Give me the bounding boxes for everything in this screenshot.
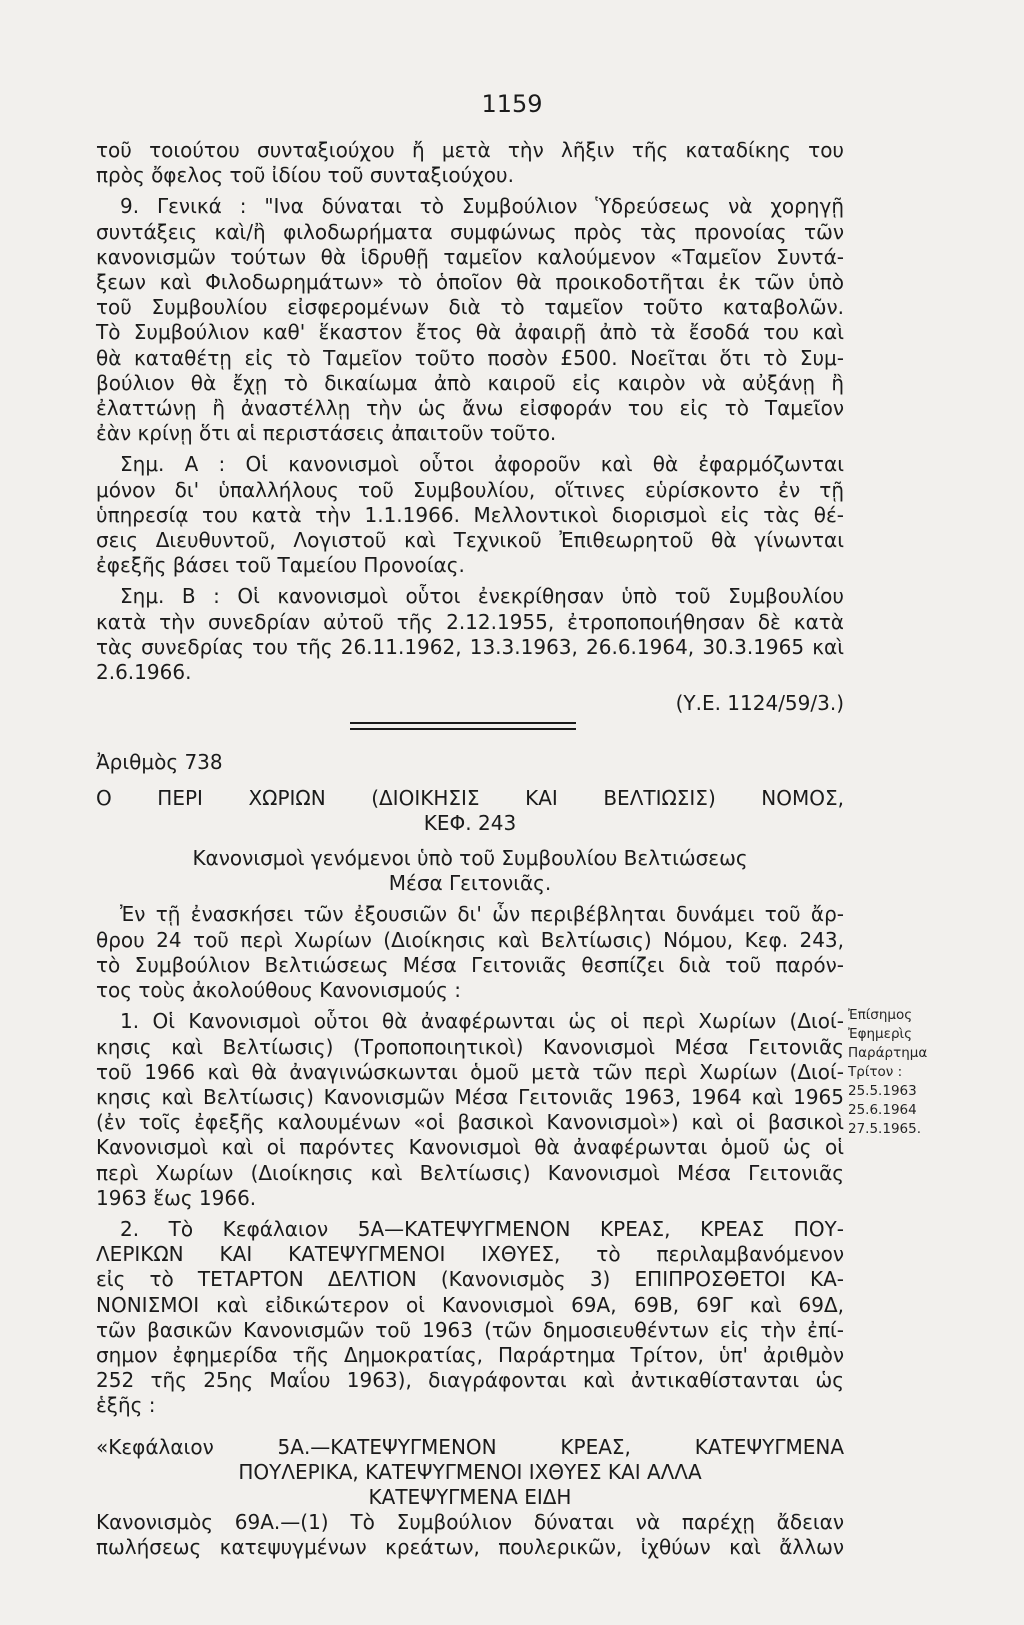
paragraph-preamble xyxy=(96,902,844,1003)
rule-line xyxy=(350,722,576,724)
note-b xyxy=(96,584,844,685)
text-line: πωλήσεως κατεψυγμένων κρεάτων, πουλερικῶν, ἰχθύων καὶ ἄλλων xyxy=(96,1535,844,1560)
text-line: ΚΑΤΕΨΥΓΜΕΝΑ ΕΙΔΗ xyxy=(368,1484,572,1509)
text-line: Κανονισμοὶ καὶ οἱ παρόντες Κανονισμοὶ θὰ ἀναφέρωνται ὁμοῦ ὡς οἱ xyxy=(96,1135,844,1160)
text-line: συντάξεις καὶ/ἢ φιλοδωρήματα συμφώνως πρὸς τὰς προνοίας τῶν xyxy=(96,219,844,244)
regulation-69a xyxy=(96,1510,844,1560)
text-line: θρου 24 τοῦ περὶ Χωρίων (Διοίκησις καὶ Βελτίωσις) Νόμου, Κεφ. 243, xyxy=(96,927,844,952)
text-line: ΠΟΥΛΕΡΙΚΑ, ΚΑΤΕΨΥΓΜΕΝΟΙ ΙΧΘΥΕΣ ΚΑΙ ΑΛΛΑ xyxy=(238,1459,702,1484)
text-line: 252 τῆς 25ης Μαΐου 1963), διαγράφονται καὶ ἀντικαθίστανται ὡς xyxy=(96,1368,844,1393)
text-line: τος τοὺς ἀκολούθους Κανονισμούς : xyxy=(96,978,461,1003)
margin-note: Ἐφημερὶς xyxy=(848,1026,913,1042)
text-line: ὑπηρεσίᾳ του κατὰ τὴν 1.1.1966. Μελλοντικοὶ διορισμοὶ εἰς τὰς θέ- xyxy=(96,502,844,527)
paragraph-1 xyxy=(96,1009,844,1211)
chapter-label: ΚΕΦ. 243 xyxy=(423,810,517,835)
text-line: κησις καὶ Βελτίωσις) (Τροποποιητικοὶ) Κανονισμοὶ Μέσα Γειτονιᾶς xyxy=(96,1034,844,1059)
text-line: περὶ Χωρίων (Διοίκησις καὶ Βελτίωσις) Κανονισμοὶ Μέσα Γειτονιᾶς xyxy=(96,1160,844,1185)
document-body xyxy=(96,138,844,1561)
margin-note: 25.5.1963 xyxy=(848,1083,917,1099)
separator-rule xyxy=(96,716,844,750)
text-line: Τὸ Συμβούλιον καθ' ἕκαστον ἔτος θὰ ἀφαιρῇ ἀπὸ τὰ ἔσοδά του καὶ xyxy=(96,320,844,345)
text-line: ἐλαττώνῃ ἢ ἀναστέλλῃ τὴν ὡς ἄνω εἰσφοράν του εἰς τὸ Ταμεῖον xyxy=(96,396,844,421)
text-line: 9. Γενικά : "Ινα δύναται τὸ Συμβούλιον Ὑδρεύσεως νὰ χορηγῇ xyxy=(120,194,844,219)
text-line: 2. Τὸ Κεφάλαιον 5Α—ΚΑΤΕΨΥΓΜΕΝΟΝ ΚΡΕΑΣ, ΚΡΕΑΣ ΠΟΥ- xyxy=(120,1216,844,1241)
reference-number: (Υ.Ε. 1124/59/3.) xyxy=(675,691,844,716)
text-line: 2.6.1966. xyxy=(96,660,192,685)
text-line: ἐὰν κρίνῃ ὅτι αἱ περιστάσεις ἀπαιτοῦν τοῦτο. xyxy=(96,421,557,446)
margin-notes xyxy=(848,1006,978,1139)
margin-note: Παράρτημα xyxy=(848,1045,928,1061)
text-line: Σημ. Α : Οἱ κανονισμοὶ οὗτοι ἀφοροῦν καὶ θὰ ἐφαρμόζωνται xyxy=(120,452,844,477)
page-number: 1159 xyxy=(481,90,543,118)
text-line: σεις Διευθυντοῦ, Λογιστοῦ καὶ Τεχνικοῦ Ἐπιθεωρητοῦ θὰ γίνωνται xyxy=(96,528,844,553)
text-line: σημον ἐφημερίδα τῆς Δημοκρατίας, Παράρτημα Τρίτον, ὑπ' ἀριθμὸν xyxy=(96,1342,844,1367)
text-line: 1963 ἕως 1966. xyxy=(96,1185,257,1210)
text-line: τὸ Συμβούλιον Βελτιώσεως Μέσα Γειτονιᾶς θεσπίζει διὰ τοῦ παρόν- xyxy=(96,952,844,977)
rule-line xyxy=(350,728,576,730)
text-line: ΝΟΝΙΣΜΟΙ καὶ εἰδικώτερον οἱ Κανονισμοὶ 69Α, 69Β, 69Γ καὶ 69Δ, xyxy=(96,1292,844,1317)
margin-note: Ἐπίσημος xyxy=(848,1007,913,1023)
note-a xyxy=(96,452,844,578)
text-line: τοῦ τοιούτου συνταξιούχου ἤ μετὰ τὴν λῆξιν τῆς καταδίκης του xyxy=(96,138,844,162)
text-line: εἰς τὸ ΤΕΤΑΡΤΟΝ ΔΕΛΤΙΟΝ (Κανονισμὸς 3) ΕΠΙΠΡΟΣΘΕΤΟΙ ΚΑ- xyxy=(96,1267,844,1292)
text-line: ξεων καὶ Φιλοδωρημάτων» τὸ ὁποῖον θὰ προικοδοτῆται ἐκ τῶν ὑπὸ xyxy=(96,270,844,295)
margin-note: 27.5.1965. xyxy=(848,1121,921,1137)
text-line: τῶν βασικῶν Κανονισμῶν τοῦ 1963 (τῶν δημοσιευθέντων εἰς τὴν ἐπί- xyxy=(96,1317,844,1342)
text-line: Κανονισμὸς 69Α.—(1) Τὸ Συμβούλιον δύναται νὰ παρέχῃ ἄδειαν xyxy=(96,1510,844,1535)
text-line: ἑξῆς : xyxy=(96,1393,156,1418)
subtitle-line: Κανονισμοὶ γενόμενοι ὑπὸ τοῦ Συμβουλίου Βελτιώσεως xyxy=(192,846,748,871)
text-line: τοῦ 1966 καὶ θὰ ἀναγινώσκωνται ὁμοῦ μετὰ τῶν περὶ Χωρίων (Διοί- xyxy=(96,1059,844,1084)
text-line: κατὰ τὴν συνεδρίαν αὐτοῦ τῆς 2.12.1955, ἐτροποποιήθησαν δὲ κατὰ xyxy=(96,609,844,634)
text-line: Ἐν τῇ ἐνασκήσει τῶν ἐξουσιῶν δι' ὧν περιβέβληται δυνάμει τοῦ ἄρ- xyxy=(120,902,844,927)
text-line: τοῦ Συμβουλίου εἰσφερομένων διὰ τὸ ταμεῖον τοῦτο καταβολῶν. xyxy=(96,295,844,320)
text-line: βούλιον θὰ ἔχῃ τὸ δικαίωμα ἀπὸ καιροῦ εἰς καιρὸν νὰ αὐξάνῃ ἢ xyxy=(96,370,844,395)
subtitle-line: Μέσα Γειτονιᾶς. xyxy=(388,871,552,896)
number-label: Ἀριθμὸς 738 xyxy=(96,750,223,775)
text-line: κησις καὶ Βελτίωσις) Κανονισμῶν Μέσα Γειτονιᾶς 1963, 1964 καὶ 1965 xyxy=(96,1084,844,1109)
text-line: τὰς συνεδρίας του τῆς 26.11.1962, 13.3.1963, 26.6.1964, 30.3.1965 καὶ xyxy=(96,634,844,659)
text-line: 1. Οἱ Κανονισμοὶ οὗτοι θὰ ἀναφέρωνται ὡς οἱ περὶ Χωρίων (Διοί- xyxy=(120,1009,844,1034)
text-line: θὰ καταθέτῃ εἰς τὸ Ταμεῖον τοῦτο ποσὸν £500. Νοεῖται ὅτι τὸ Συμ- xyxy=(96,345,844,370)
text-line: μόνον δι' ὑπαλλήλους τοῦ Συμβουλίου, οἵτινες εὑρίσκοντο ἐν τῇ xyxy=(96,477,844,502)
text-line: ΛΕΡΙΚΩΝ ΚΑΙ ΚΑΤΕΨΥΓΜΕΝΟΙ ΙΧΘΥΕΣ, τὸ περιλαμβανόμενον xyxy=(96,1242,844,1267)
paragraph-intro xyxy=(96,138,844,188)
text-line: (ἐν τοῖς ἐφεξῆς καλουμένων «οἱ βασικοὶ Κανονισμοὶ») καὶ οἱ βασικοὶ xyxy=(96,1110,844,1135)
chapter-heading xyxy=(96,1435,844,1511)
text-line: «Κεφάλαιον 5Α.—ΚΑΤΕΨΥΓΜΕΝΟΝ ΚΡΕΑΣ, ΚΑΤΕΨΥΓΜΕΝΑ xyxy=(96,1434,844,1459)
margin-note: Τρίτον : xyxy=(848,1064,903,1080)
text-line: ἐφεξῆς βάσει τοῦ Ταμείου Προνοίας. xyxy=(96,553,465,578)
law-title: Ο ΠΕΡΙ ΧΩΡΙΩΝ (ΔΙΟΙΚΗΣΙΣ ΚΑΙ ΒΕΛΤΙΩΣΙΣ) ΝΟΜΟΣ, xyxy=(96,785,844,810)
text-line: πρὸς ὄφελος τοῦ ἰδίου τοῦ συνταξιούχου. xyxy=(96,163,514,188)
text-line: Σημ. Β : Οἱ κανονισμοὶ οὗτοι ἐνεκρίθησαν ὑπὸ τοῦ Συμβουλίου xyxy=(120,584,844,609)
text-line: κανονισμῶν τούτων θὰ ἱδρυθῇ ταμεῖον καλούμενον «Ταμεῖον Συντά- xyxy=(96,244,844,269)
paragraph-9 xyxy=(96,194,844,446)
margin-note: 25.6.1964 xyxy=(848,1102,917,1118)
paragraph-2 xyxy=(96,1217,844,1419)
